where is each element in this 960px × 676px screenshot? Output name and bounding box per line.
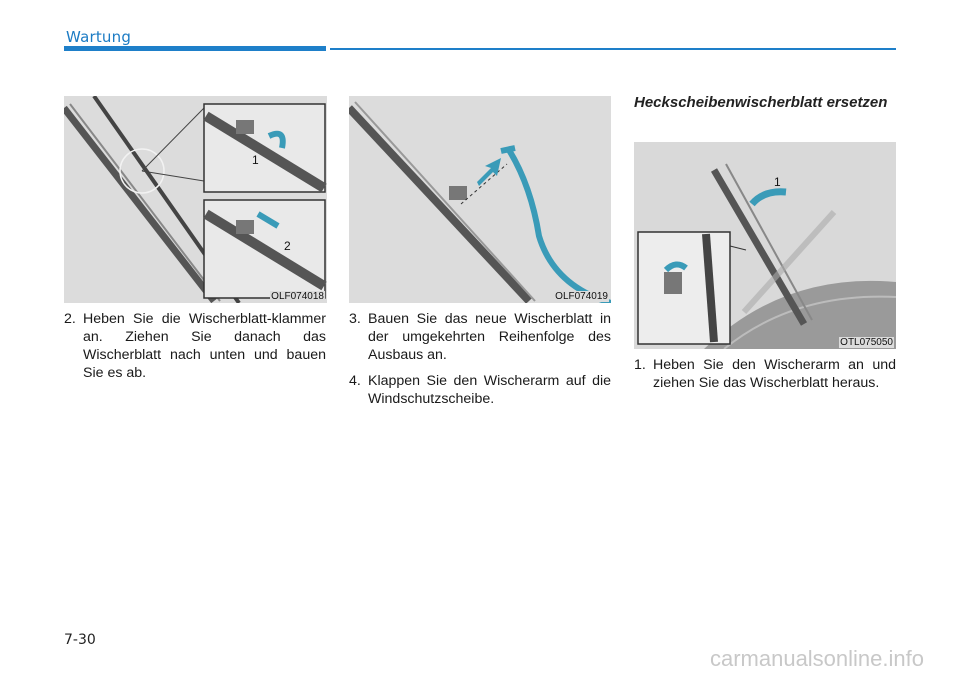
watermark: carmanualsonline.info	[709, 646, 924, 671]
steps-column-3	[634, 356, 896, 400]
section-title: Wartung	[66, 28, 132, 46]
step-item	[64, 310, 326, 382]
callout-1: 1	[252, 153, 259, 167]
step-item	[349, 372, 611, 408]
step-number: 2.	[64, 311, 76, 327]
subsection-heading: Heckscheibenwischerblatt ersetzen	[634, 94, 888, 111]
header-rule-thin	[330, 48, 896, 50]
rear-wiper-illustration	[634, 142, 896, 349]
figure-wiper-install	[349, 96, 611, 303]
callout-1: 1	[774, 175, 781, 189]
step-text: Klappen Sie den Wischerarm auf die Windschutzscheibe.	[368, 373, 611, 407]
callout-2: 2	[284, 239, 291, 253]
wiper-clip-illustration	[64, 96, 327, 303]
step-item	[349, 310, 611, 364]
step-item	[634, 356, 896, 392]
figure-wiper-clip-removal	[64, 96, 327, 303]
step-text: Heben Sie den Wischerarm an und ziehen Sie das Wischerblatt heraus.	[653, 357, 896, 391]
step-number: 4.	[349, 373, 361, 389]
figure-code: OLF074019	[555, 291, 608, 302]
step-number: 1.	[634, 357, 646, 373]
step-text: Heben Sie die Wischerblatt-klammer an. Ziehen Sie danach das Wischerblatt nach unten und bauen Sie es ab.	[83, 311, 326, 381]
step-text: Bauen Sie das neue Wischerblatt in der umgekehrten Reihenfolge des Ausbaus an.	[368, 311, 611, 363]
figure-code: OLF074018	[271, 291, 324, 302]
wiper-install-illustration	[349, 96, 611, 303]
header-rule-thick	[64, 46, 326, 51]
figure-rear-wiper	[634, 142, 896, 349]
steps-column-1	[64, 310, 326, 390]
page-number: 7-30	[64, 632, 96, 648]
step-number: 3.	[349, 311, 361, 327]
figure-code: OTL075050	[840, 337, 893, 348]
steps-column-2	[349, 310, 611, 416]
